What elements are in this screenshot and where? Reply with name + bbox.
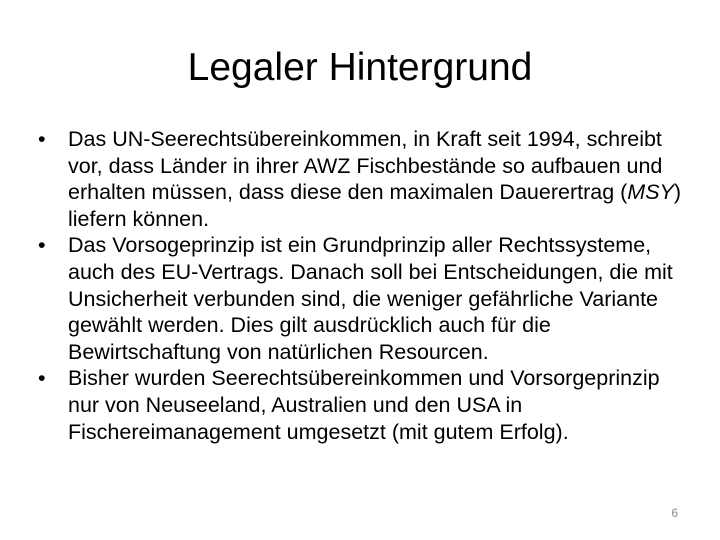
slide-title: Legaler Hintergrund <box>187 46 533 89</box>
bullet-text: Bisher wurden Seerechtsübereinkommen und Vorsorgeprinzip nur von Neuseeland, Australien und den USA in Fischereimanagement umgesetzt (mit gutem Erfolg). <box>68 366 660 444</box>
slide-number: 6 <box>671 506 678 520</box>
bullet-text: Das Vorsogeprinzip ist ein Grundprinzip aller Rechtssysteme, auch des EU-Vertrags. Danach soll bei Entscheidungen, die mit Unsicherheit verbunden sind, die weniger gefährliche Variante gewählt werden. Dies gilt ausdrücklich auch für die Bewirtschaftung von natürlichen Resourcen. <box>68 233 673 364</box>
bullet-item-3 <box>38 365 688 445</box>
msy-emphasis: MSY <box>627 180 674 205</box>
bullet-marker: • <box>38 233 46 258</box>
bullet-text-end: ) liefern können. <box>68 180 682 231</box>
bullet-list <box>38 126 688 445</box>
bullet-marker: • <box>38 366 46 391</box>
bullet-item-2 <box>38 232 688 365</box>
bullet-item-1 <box>38 126 688 232</box>
bullet-marker: • <box>38 127 46 151</box>
bullet-text: Das UN-Seerechtsübereinkommen, in Kraft seit 1994, schreibt vor, dass Länder in ihrer AWZ Fischbestände so aufbauen und erhalten müssen, dass diese den maximalen Dauerertrag ( <box>68 127 663 205</box>
